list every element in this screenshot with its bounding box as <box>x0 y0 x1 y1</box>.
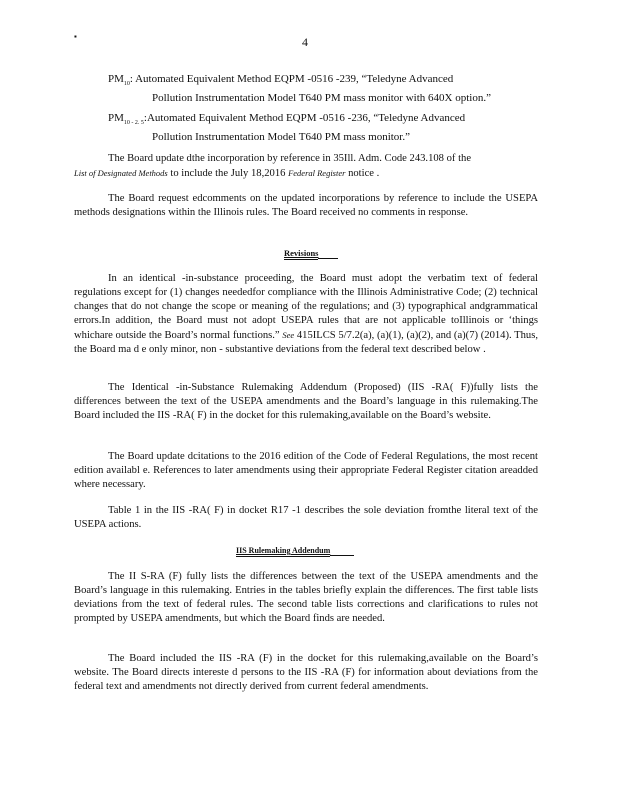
revisions-heading <box>284 248 338 259</box>
pm10-entry <box>108 72 538 105</box>
p1-text-a: The Board update dthe incorporation by reference in 35Ill. Adm. Code 243.108 of the <box>108 153 472 164</box>
p8-text: The Board included the IIS -RA (F) in the docket for this rulemaking,available on the Board’s website. The Board directs intereste d persons to the IIS -RA (F) for information about deviations from the federal text and amendments not directly derived from current federal amendments. <box>74 653 538 692</box>
p2-text: The Board request edcomments on the updated incorporations by reference to include the USEPA methods designations within the Illinois rules. The Board received no comments in response. <box>74 193 538 218</box>
paragraph-incorporation <box>74 152 538 181</box>
paragraph-table-1 <box>74 504 538 532</box>
p1-list-title: List of Designated Methods <box>74 168 168 178</box>
paragraph-addendum-proposed <box>74 381 538 423</box>
p3-text-a: In an identical -in-substance proceeding, the Board must adopt the verbatim text of federal regulations except for (1) changes neededfor compliance with the Illinois Administrative Code; (2) technical changes that do not change the scope or meaning of the regulations; and (3) typographical andgrammatical errors.In addition, the Board must not adopt USEPA rules that are not applicable toIllinois or ‘things whichare outside the Board’s normal functions.” <box>74 273 538 341</box>
corner-mark: ▪ <box>74 32 77 41</box>
paragraph-cfr-citations <box>74 450 538 492</box>
page-number: 4 <box>302 35 308 49</box>
pm10-label: PM <box>108 73 124 85</box>
p1-text-c: notice . <box>345 168 380 179</box>
paragraph-addendum-docket <box>74 652 538 694</box>
p4-text: The Identical -in-Substance Rulemaking Addendum (Proposed) (IIS -RA( F))fully lists the differences between the text of the USEPA amendments and the Board’s language in this rulemaking.The Board included the IIS -RA( F) in the docket for this rulemaking,available on the Board’s website. <box>74 382 538 421</box>
p5-text: The Board update dcitations to the 2016 edition of the Code of Federal Regulations, the most recent edition availabl e. References to later amendments using their appropriate Federal Register citation areadded where necessary. <box>74 451 538 490</box>
pm10-25-entry <box>108 111 538 144</box>
addendum-heading <box>236 546 354 556</box>
p1-federal-register: Federal Register <box>288 168 346 178</box>
paragraph-comments <box>74 192 538 220</box>
pm10-line1: : Automated Equivalent Method EQPM -0516 -239, “Teledyne Advanced <box>129 73 454 85</box>
pm10-line2: Pollution Instrumentation Model T640 PM mass monitor with 640X option.” <box>152 92 491 105</box>
pm10-25-line1: :Automated Equivalent Method EQPM -0516 -236, “Teledyne Advanced <box>143 112 466 124</box>
pm10-25-subscript: 10 - 2. 5 <box>123 120 144 127</box>
pm10-25-label: PM <box>108 112 124 124</box>
pm10-subscript: 10 <box>123 81 130 88</box>
pm10-25-line2: Pollution Instrumentation Model T640 PM mass monitor.” <box>152 131 410 144</box>
p7-text: The II S-RA (F) fully lists the differences between the text of the USEPA amendments and the Board’s language in this rulemaking. Entries in the tables briefly explain the differences. The first table lists deviations from the text of federal rules. The second table lists corrections and clarifications to rules not prompted by USEPA amendments, but which the Board finds are needed. <box>74 571 538 624</box>
paragraph-addendum-lists <box>74 570 538 626</box>
addendum-heading-text: IIS Rulemaking Addendum <box>236 546 331 555</box>
p6-text: Table 1 in the IIS -RA( F) in docket R17 -1 describes the sole deviation fromthe literal text of the USEPA actions. <box>74 505 538 530</box>
paragraph-identical-substance <box>74 272 538 357</box>
revisions-heading-text: Revisions <box>284 248 319 258</box>
p3-see: See <box>282 330 295 340</box>
p3-text-b: 415ILCS 5/7.2(a), (a)(1), (a)(2), and (a)(7) (2014). Thus, the Board ma d e only minor, non - substantive deviations from the federal text described below . <box>74 330 538 355</box>
p1-text-b: to include the July 18,2016 <box>167 168 289 179</box>
